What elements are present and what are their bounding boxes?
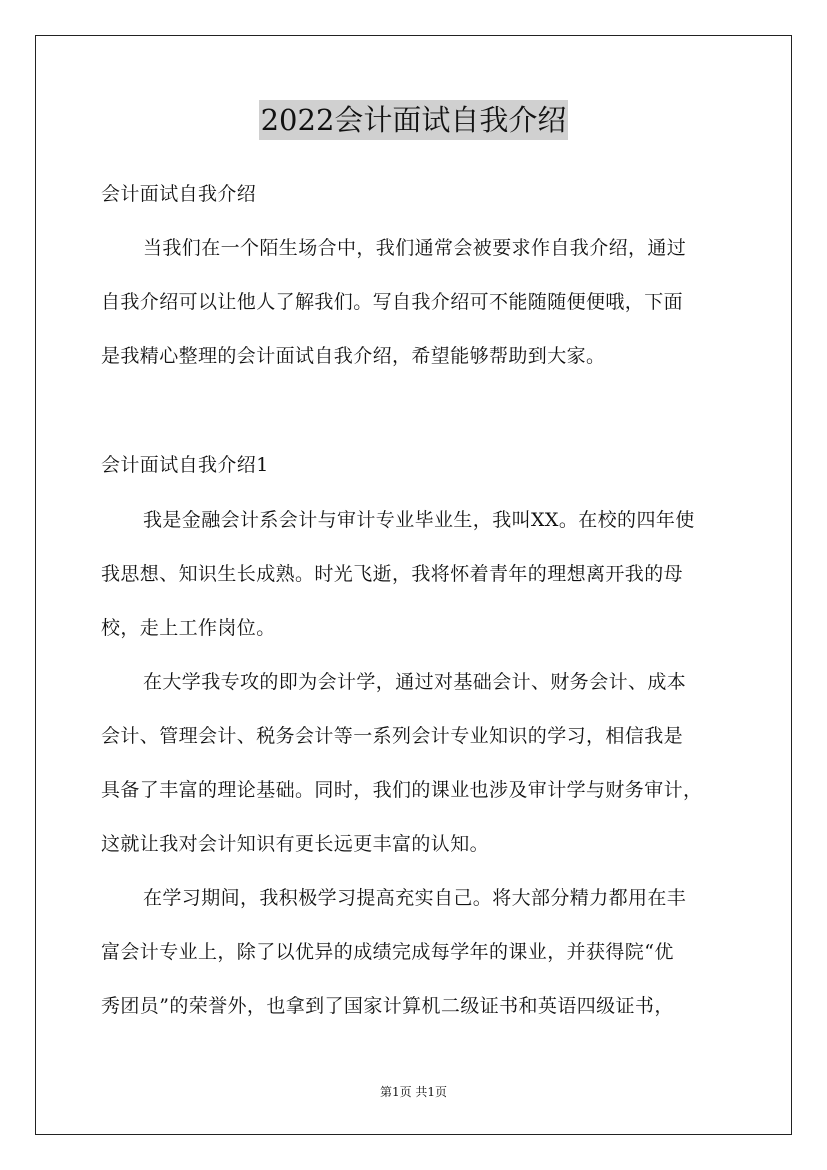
paragraph-line: 我思想、知识生长成熟。时光飞逝，我将怀着青年的理想离开我的母 bbox=[101, 563, 684, 585]
intro-line: 自我介绍可以让他人了解我们。写自我介绍可不能随随便便哦，下面 bbox=[101, 291, 684, 313]
paragraph-line: 我是金融会计系会计与审计专业毕业生，我叫XX。在校的四年使 bbox=[143, 509, 695, 531]
paragraph-line: 秀团员”的荣誉外，也拿到了国家计算机二级证书和英语四级证书， bbox=[101, 995, 674, 1017]
document-title-wrap bbox=[0, 100, 827, 140]
paragraph-line: 在学习期间，我积极学习提高充实自己。将大部分精力都用在丰 bbox=[143, 887, 687, 909]
page-footer: 第1页 共1页 bbox=[379, 1085, 448, 1099]
paragraph-line: 会计、管理会计、税务会计等一系列会计专业知识的学习，相信我是 bbox=[101, 725, 684, 747]
section-heading: 会计面试自我介绍 bbox=[101, 183, 257, 205]
paragraph-line: 校，走上工作岗位。 bbox=[101, 617, 276, 639]
intro-line: 当我们在一个陌生场合中，我们通常会被要求作自我介绍，通过 bbox=[143, 237, 687, 259]
paragraph-line: 这就让我对会计知识有更长远更丰富的认知。 bbox=[101, 833, 490, 855]
intro-line: 是我精心整理的会计面试自我介绍，希望能够帮助到大家。 bbox=[101, 345, 606, 367]
paragraph-line: 富会计专业上，除了以优异的成绩完成每学年的课业，并获得院“优 bbox=[101, 941, 674, 963]
paragraph-line: 在大学我专攻的即为会计学，通过对基础会计、财务会计、成本 bbox=[143, 671, 687, 693]
paragraph-line: 具备了丰富的理论基础。同时，我们的课业也涉及审计学与财务审计， bbox=[101, 779, 703, 801]
document-title: 2022会计面试自我介绍 bbox=[259, 100, 569, 140]
subheading: 会计面试自我介绍1 bbox=[101, 454, 269, 476]
